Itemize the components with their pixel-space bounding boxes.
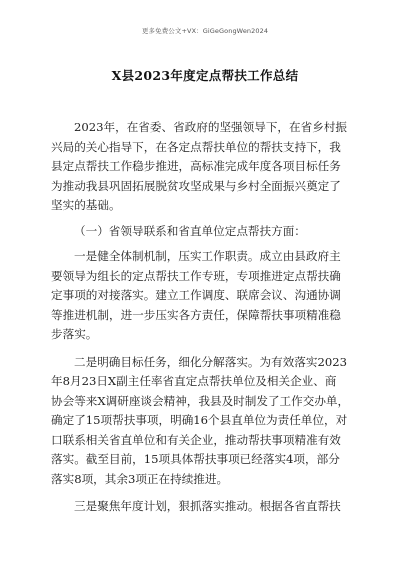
text-line: 要领导为组长的定点帮扶工作专班，专项推进定点帮扶确 [51,268,341,283]
document-title: X县2023年度定点帮扶工作总结 [111,68,299,83]
text-line: 步落实。 [51,327,98,341]
section-heading [51,222,361,242]
text-line: 一是健全体制机制，压实工作职责。成立由县政府主 [74,249,341,263]
text-line: 定事项的对接落实。建立工作调度、联席会议、沟通协调 [51,288,341,302]
text-line: 年8月23日X副主任率省直定点帮扶单位及相关企业、商 [51,374,337,388]
text-line: 二是明确目标任务，细化分解落实。为有效落实2023 [74,354,347,369]
text-line: 县定点帮扶工作稳步推进，高标准完成年度各项目标任务 [51,159,341,173]
text-line: 三是聚焦年度计划，狠抓落实推动。根据各省直帮扶 [74,499,341,513]
text-line: 落实8项，其余3项正在持续推进。 [51,471,229,486]
text-line: 兴局的关心指导下，在各定点帮扶单位的帮扶支持下，我 [51,139,341,154]
paragraph-intro [51,118,361,216]
text-line: 确定了15项帮扶事项，明确16个县直单位为责任单位，对 [51,413,348,427]
text-line: 2023年，在省委、省政府的坚强领导下，在省乡村振 [74,120,347,134]
text-line: 协会等来X调研座谈会精神，我县及时制发了工作交办单， [51,393,350,408]
text-line: （一）省领导联系和省直单位定点帮扶方面： [74,223,306,238]
header-note: 更多免费公文+VX：GiGeGongWen2024 [141,27,269,35]
text-line: 坚实的基础。 [51,198,121,212]
text-line: 口联系相关省直单位和有关企业，推动帮扶事项精准有效 [51,432,341,447]
paragraph-point-1 [51,247,361,345]
paragraph-point-3 [51,497,361,517]
text-line: 落实。截至目前，15项具体帮扶事项已经落实4项，部分 [51,452,340,466]
document-body [51,118,361,517]
paragraph-point-2 [51,353,361,490]
text-line: 等推进机制，进一步压实各方责任，保障帮扶事项精准稳 [51,307,341,322]
text-line: 为推动我县巩固拓展脱贫攻坚成果与乡村全面振兴奠定了 [51,178,341,193]
